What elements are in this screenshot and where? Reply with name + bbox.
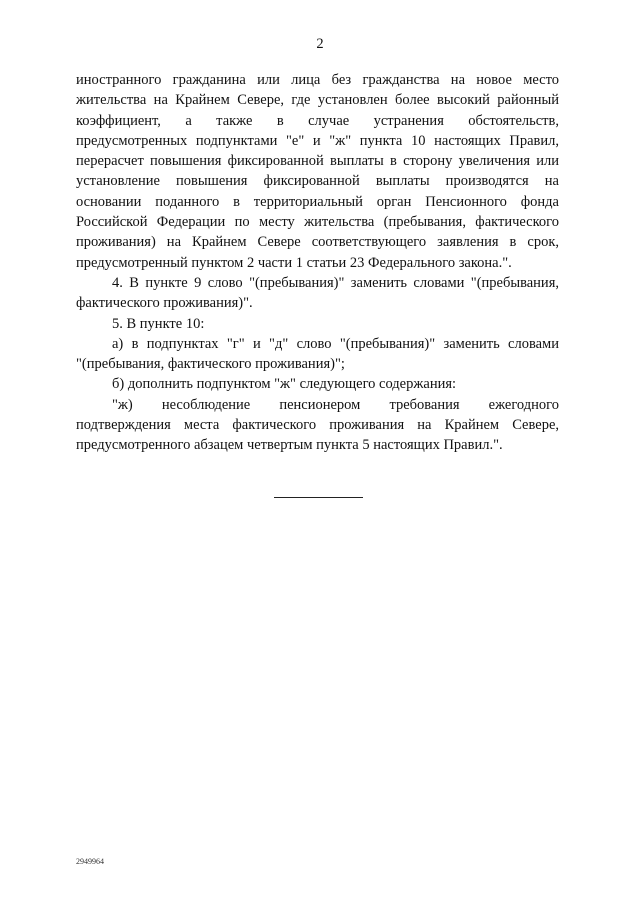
text-line: а) в подпунктах "г" и "д" слово "(пребывания)" заменить словами: [112, 335, 559, 352]
text-line: проживания) на Крайнем Севере соответствующего заявления в срок,: [76, 234, 559, 251]
text-line: основании поданного в территориальный орган Пенсионного фонда: [76, 193, 559, 210]
text-line: иностранного гражданина или лица без гражданства на новое место: [76, 72, 559, 88]
text-line: предусмотренный пунктом 2 части 1 статьи 23 Федерального закона.".: [76, 254, 512, 271]
text-line: жительства на Крайнем Севере, где установлен более высокий районный: [76, 92, 559, 109]
text-line: "(пребывания, фактического проживания)";: [76, 356, 345, 373]
text-line: фактического проживания)".: [76, 295, 253, 312]
text-line: коэффициент, а также в случае устранения обстоятельств,: [76, 112, 559, 129]
text-line: "ж) несоблюдение пенсионером требования ежегодного: [112, 396, 559, 413]
text-line: б) дополнить подпунктом "ж" следующего содержания:: [112, 376, 457, 393]
text-line: 4. В пункте 9 слово "(пребывания)" заменить словами "(пребывания,: [112, 274, 559, 291]
text-line: подтверждения места фактического проживания на Крайнем Севере,: [76, 417, 559, 434]
text-line: предусмотренного абзацем четвертым пункта 5 настоящих Правил.".: [76, 437, 503, 454]
text-line: предусмотренных подпунктами "е" и "ж" пункта 10 настоящих Правил,: [76, 132, 559, 149]
text-line: 5. В пункте 10:: [112, 315, 205, 332]
document-code: 2949964: [76, 857, 104, 866]
page-number: 2: [316, 36, 324, 52]
end-separator-line: [274, 497, 363, 498]
document-body: [76, 70, 559, 456]
text-line: перерасчет повышения фиксированной выплаты в сторону увеличения или: [76, 153, 559, 170]
text-line: установление повышения фиксированной выплаты производятся на: [76, 173, 559, 190]
text-line: Российской Федерации по месту жительства (пребывания, фактического: [76, 214, 559, 231]
